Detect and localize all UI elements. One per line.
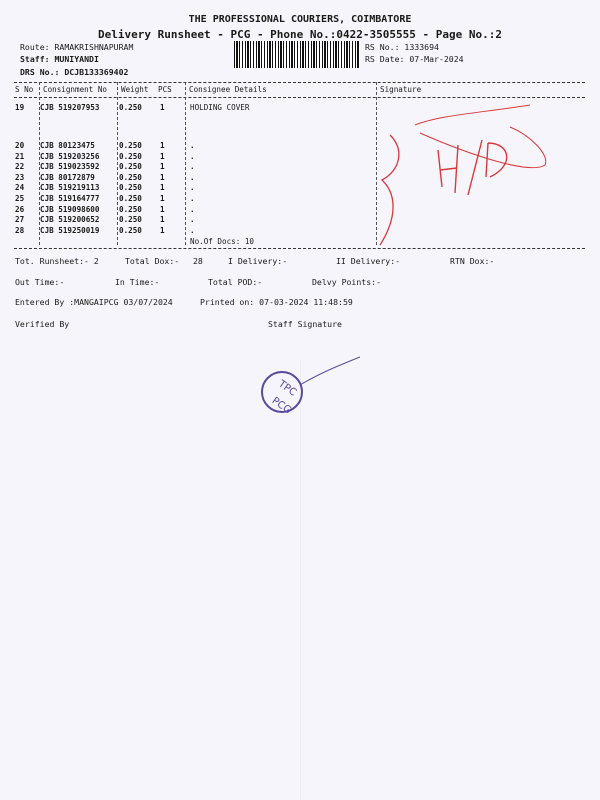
row-weight: 0.250	[119, 194, 142, 203]
ii-delivery: II Delivery:-	[336, 256, 401, 266]
col-pcs: PCS	[158, 85, 172, 94]
runsheet-subtitle: Delivery Runsheet - PCG - Phone No.:0422-3505555 - Page No.:2	[98, 28, 502, 41]
row-consignment: CJB 519164777	[40, 194, 100, 203]
row-consignment: CJB 519098600	[40, 205, 100, 214]
row-details: .	[190, 152, 195, 161]
row-weight: 0.250	[119, 205, 142, 214]
row-sno: 23	[15, 173, 25, 182]
row-weight: 0.250	[119, 183, 142, 192]
col-consignment: Consignment No	[43, 85, 108, 94]
col-consignee: Consignee Details	[189, 85, 267, 94]
col-signature: Signature	[380, 85, 422, 94]
row-details: HOLDING COVER	[190, 103, 250, 112]
row-consignment: CJB 519219113	[40, 183, 100, 192]
col-weight: Weight	[121, 85, 149, 94]
row-sno: 28	[15, 226, 25, 235]
row-pcs: 1	[160, 162, 165, 171]
total-dox-label: Total Dox:-	[125, 256, 180, 266]
row-weight: 0.250	[119, 152, 142, 161]
row-pcs: 1	[160, 194, 165, 203]
total-dox-value: 28	[193, 256, 203, 266]
row-weight: 0.250	[119, 215, 142, 224]
row-consignment: CJB 80172879	[40, 173, 95, 182]
row-sno: 27	[15, 215, 25, 224]
printed-on: Printed on: 07-03-2024 11:48:59	[200, 297, 353, 307]
staff-signature-label: Staff Signature	[268, 319, 342, 329]
stamp-text-bottom: PCG	[269, 395, 294, 417]
row-pcs: 1	[160, 226, 165, 235]
tot-runsheet: Tot. Runsheet:- 2	[15, 256, 99, 266]
row-sno: 19	[15, 103, 25, 112]
company-title: THE PROFESSIONAL COURIERS, COIMBATORE	[188, 14, 412, 25]
stamp-text-top: TPC	[276, 378, 299, 399]
rs-number: RS No.: 1333694	[365, 42, 439, 52]
staff-text: Staff: MUNIYANDI	[20, 54, 99, 64]
row-sno: 22	[15, 162, 25, 171]
drs-number: DRS No.: DCJB133369402	[20, 67, 129, 77]
no-of-docs: No.Of Docs: 10	[190, 237, 255, 246]
row-consignment: CJB 80123475	[40, 141, 95, 150]
row-pcs: 1	[160, 141, 165, 150]
rs-date: RS Date: 07-Mar-2024	[365, 54, 464, 64]
entered-by: Entered By :MANGAIPCG 03/07/2024	[15, 297, 173, 307]
fold-line	[300, 360, 301, 800]
row-weight: 0.250	[119, 141, 142, 150]
barcode	[234, 41, 360, 68]
row-sno: 21	[15, 152, 25, 161]
route-text: Route: RAMAKRISHNAPURAM	[20, 42, 134, 52]
row-consignment: CJB 519200652	[40, 215, 100, 224]
row-pcs: 1	[160, 103, 165, 112]
row-details: .	[190, 215, 195, 224]
out-time: Out Time:-	[15, 277, 65, 287]
row-details: .	[190, 194, 195, 203]
row-weight: 0.250	[119, 173, 142, 182]
delvy-points: Delvy Points:-	[312, 277, 382, 287]
row-consignment: CJB 519207953	[40, 103, 100, 112]
table-top-rule	[14, 82, 585, 83]
row-details: .	[190, 205, 195, 214]
handwritten-signature	[360, 95, 560, 265]
tpc-stamp	[255, 355, 365, 420]
row-consignment: CJB 519250019	[40, 226, 100, 235]
row-pcs: 1	[160, 205, 165, 214]
row-details: .	[190, 226, 195, 235]
row-details: .	[190, 173, 195, 182]
col-sno: S No	[15, 85, 34, 94]
row-sno: 20	[15, 141, 25, 150]
row-details: .	[190, 183, 195, 192]
separator	[117, 82, 118, 245]
verified-by: Verified By	[15, 319, 70, 329]
row-weight: 0.250	[119, 103, 142, 112]
separator	[185, 82, 186, 245]
rtn-dox: RTN Dox:-	[450, 256, 495, 266]
row-pcs: 1	[160, 173, 165, 182]
row-weight: 0.250	[119, 162, 142, 171]
i-delivery: I Delivery:-	[228, 256, 288, 266]
row-weight: 0.250	[119, 226, 142, 235]
row-sno: 24	[15, 183, 25, 192]
row-sno: 25	[15, 194, 25, 203]
row-details: .	[190, 162, 195, 171]
row-pcs: 1	[160, 152, 165, 161]
row-details: .	[190, 141, 195, 150]
row-consignment: CJB 519203256	[40, 152, 100, 161]
row-sno: 26	[15, 205, 25, 214]
row-pcs: 1	[160, 183, 165, 192]
row-pcs: 1	[160, 215, 165, 224]
row-consignment: CJB 519023592	[40, 162, 100, 171]
total-pod: Total POD:-	[208, 277, 263, 287]
in-time: In Time:-	[115, 277, 160, 287]
